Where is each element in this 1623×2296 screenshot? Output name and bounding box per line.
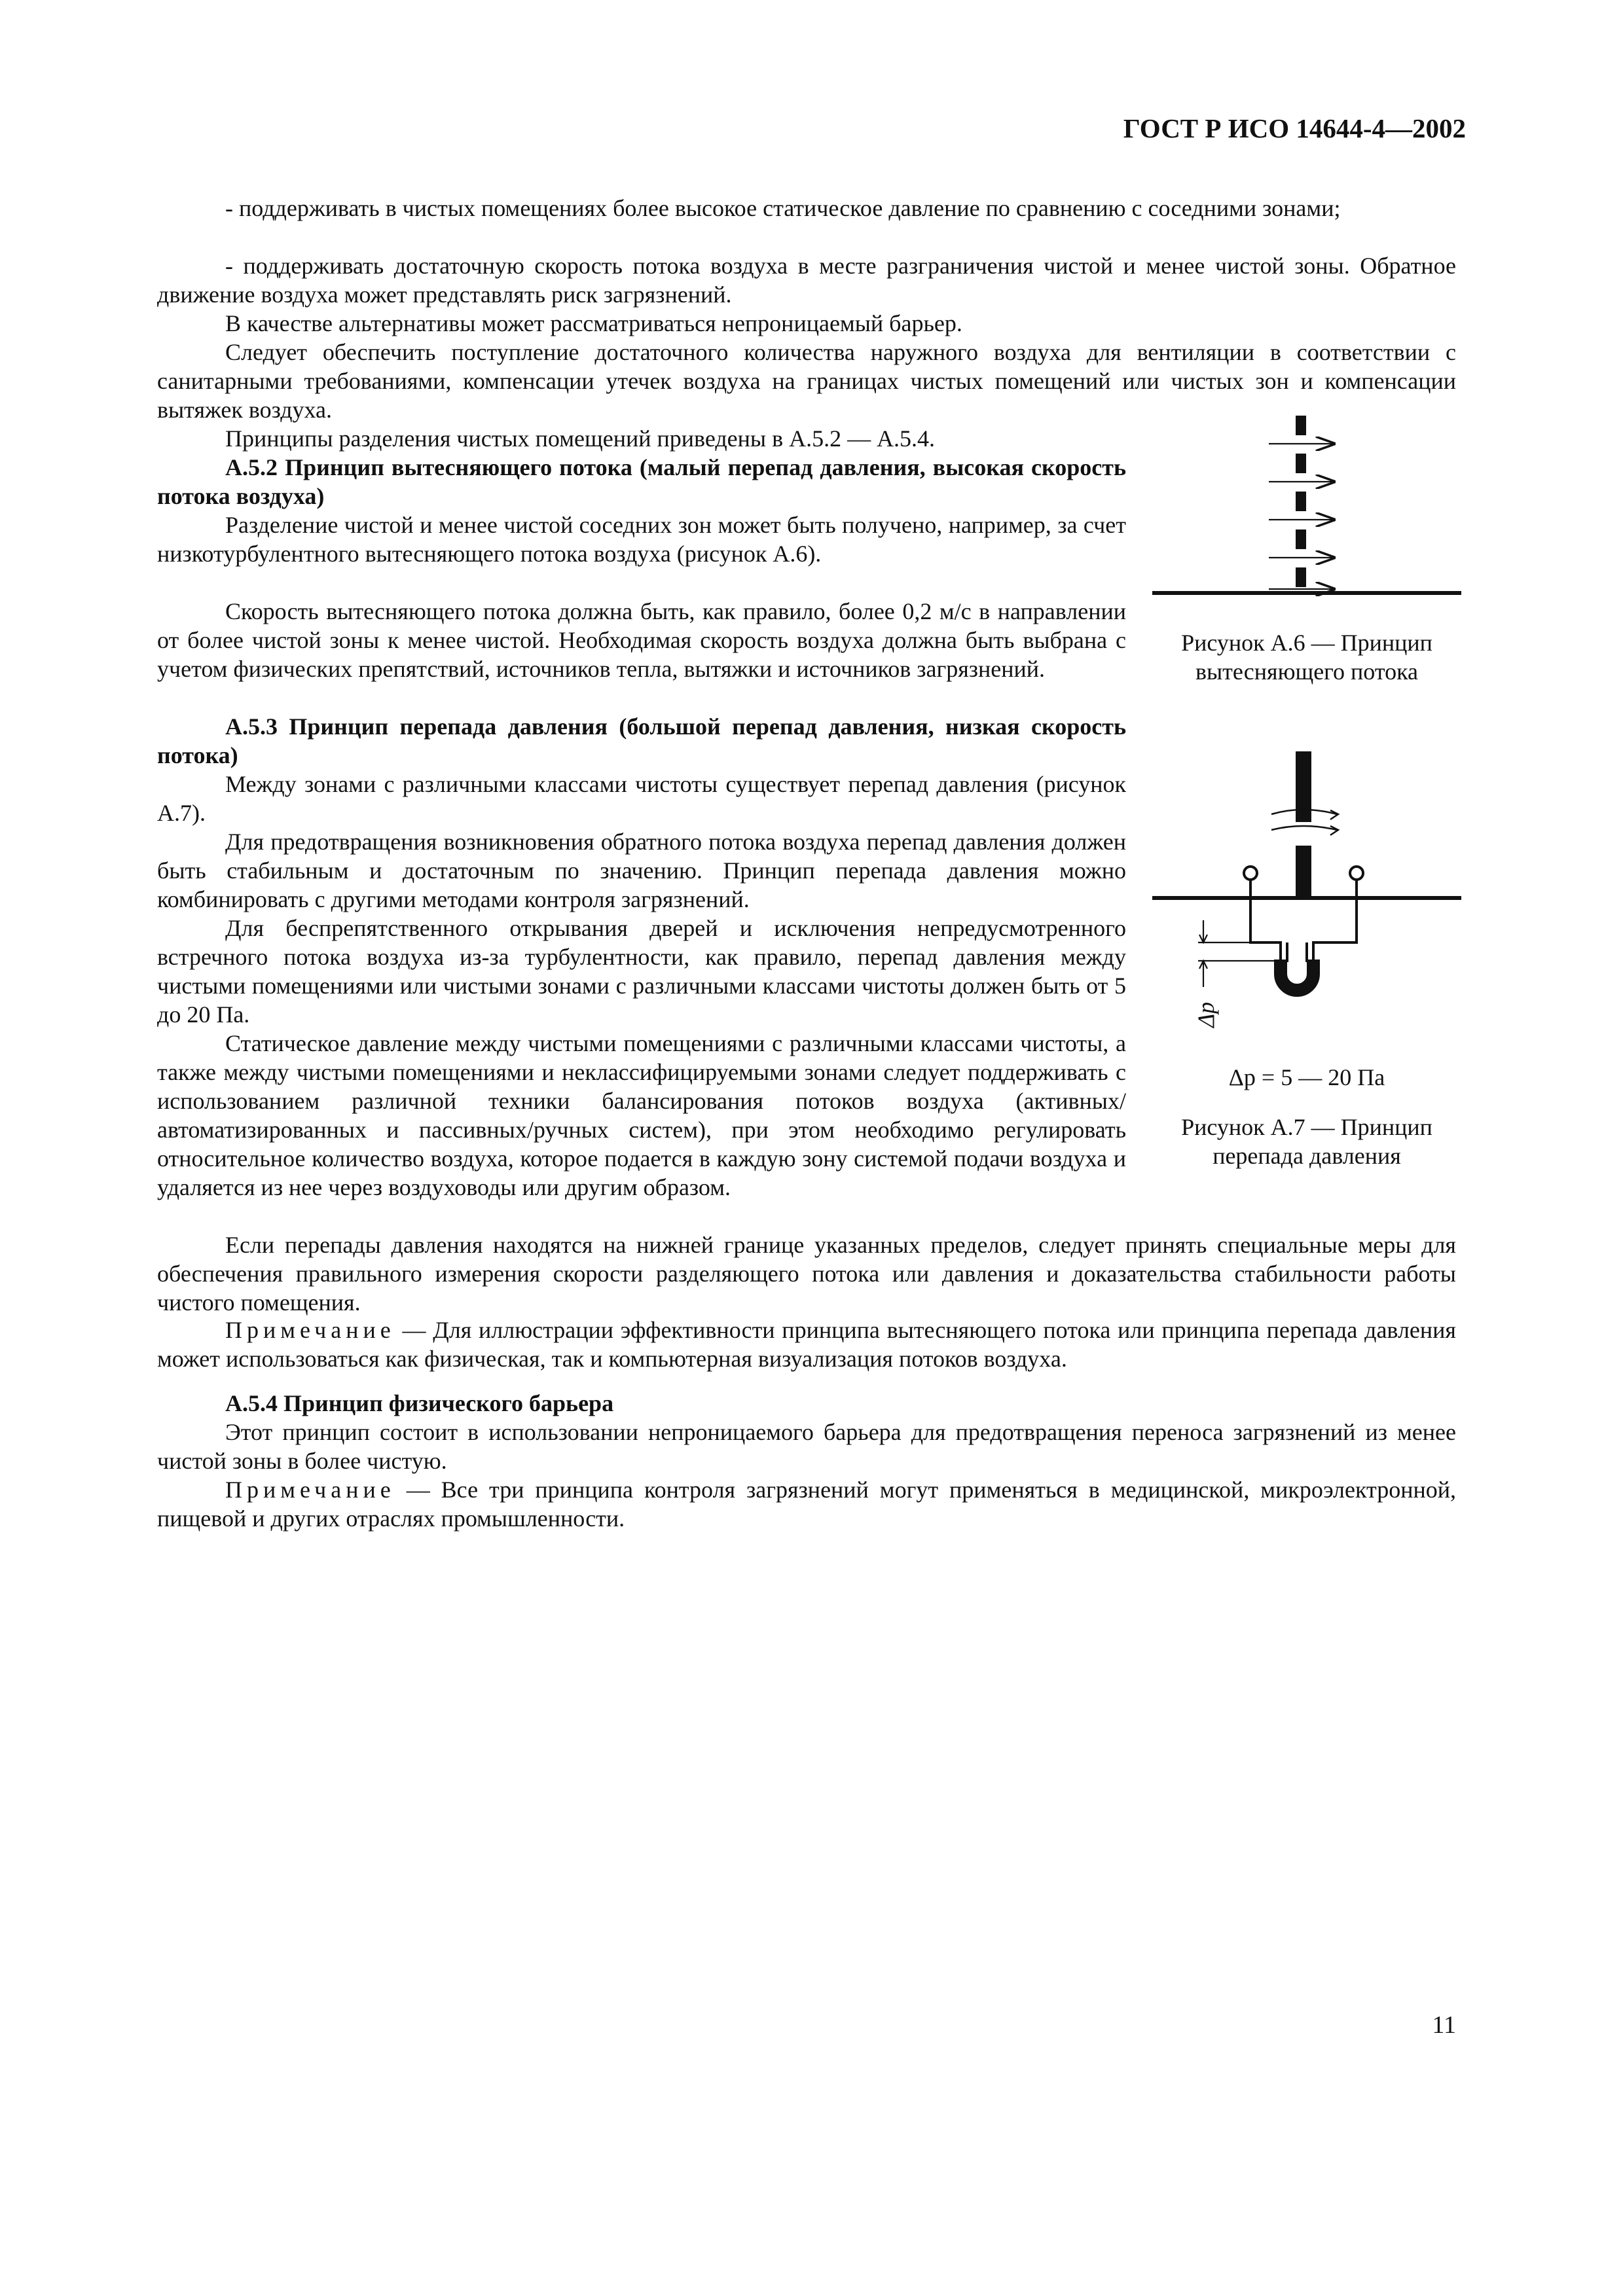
barrier-top <box>1296 751 1311 822</box>
note-text: — Для иллюстрации эффективности принципа вытесняющего потока или принципа перепада давления может использоваться как физическая, так и компьютерная визуализация потоков воздуха. <box>157 1317 1456 1372</box>
paragraph-outside-air: Следует обеспечить поступление достаточного количества наружного воздуха для вентиляции в соответствии с санитарными требованиями, компенсации утечек воздуха на границах чистых помещений или чистых зон и компенсации вытяжек воздуха. <box>157 339 1456 423</box>
paragraph-a53-3: Для беспрепятственного открывания дверей и исключения непредусмотренного встречного потока воздуха из-за турбулентности, как правило, перепад давления между чистыми помещениями или чистыми зонами с различными классами чистоты должен быть от 5 до 20 Па. <box>157 915 1126 1028</box>
paragraph-flow-velocity: - поддерживать достаточную скорость потока воздуха в месте разграничения чистой и менее чистой зоны. Обратное движение воздуха может представлять риск загрязнений. <box>157 253 1456 308</box>
note-visualization <box>157 1316 1456 1373</box>
paragraph-principles-ref: Принципы разделения чистых помещений приведены в А.5.2 — А.5.4. <box>225 425 936 452</box>
paragraph-a53-4: Статическое давление между чистыми помещениями с различными классами чистоты, а также между чистыми помещениями и неклассифицируемыми зонами следует поддерживать с использованием различной техники балансирования потоков воздуха (активных/автоматизированных и пассивных/ручных систем), при этом необходимо регулировать относительное количество воздуха, которое подается в каждую зону системой подачи воздуха и удаляется из нее через воздуховоды или другим образом. <box>157 1030 1126 1200</box>
paragraph-a53-5: Если перепады давления находятся на нижней границе указанных пределов, следует принять специальные меры для обеспечения правильного измерения скорости разделяющего потока или давления и доказательства стабильности работы чистого помещения. <box>157 1232 1456 1316</box>
figure-a7-diagram <box>1152 751 1467 1052</box>
note-industries <box>157 1475 1456 1533</box>
note-text: — Все три принципа контроля загрязнений могут применяться в медицинской, микроэлектронной, пищевой и других отраслях промышленности. <box>157 1477 1456 1532</box>
manometer-u-tube <box>1281 960 1313 990</box>
figure-a6-caption: Рисунок А.6 — Принцип вытесняющего потока <box>1181 630 1432 685</box>
page-number: 11 <box>1432 2011 1456 2039</box>
paragraph-a53-1: Между зонами с различными классами чистоты существует перепад давления (рисунок А.7). <box>157 771 1126 826</box>
paragraph-a52-2: Скорость вытесняющего потока должна быть, как правило, более 0,2 м/с в направлении от более чистой зоны к менее чистой. Необходимая скорость воздуха должна быть выбрана с учетом физических препятствий, источников тепла, вытяжки и источников загрязнений. <box>157 598 1126 682</box>
delta-p-axis-label: Δp <box>1193 1001 1219 1028</box>
paragraph-static-pressure: - поддерживать в чистых помещениях более высокое статическое давление по сравнению с соседними зонами; <box>225 195 1341 221</box>
paragraph-barrier-alternative: В качестве альтернативы может рассматриваться непроницаемый барьер. <box>225 310 962 336</box>
paragraph-a53-2: Для предотвращения возникновения обратного потока воздуха перепад давления должен быть стабильным и достаточным по значению. Принцип перепада давления можно комбинировать с другими методами контроля загрязнений. <box>157 829 1126 912</box>
paragraph-a52-1: Разделение чистой и менее чистой соседних зон может быть получено, например, за счет низкотурбулентного вытесняющего потока воздуха (рисунок А.6). <box>157 512 1126 567</box>
document-header: ГОСТ Р ИСО 14644-4—2002 <box>1123 113 1466 143</box>
note-label: Примечание <box>225 1477 395 1503</box>
section-heading-a53: А.5.3 Принцип перепада давления (большой перепад давления, низкая скорость потока) <box>157 713 1126 768</box>
barrier-segments <box>1296 416 1306 587</box>
paragraph-a54-1: Этот принцип состоит в использовании непроницаемого барьера для предотвращения переноса загрязнений из менее чистой зоны в более чистую. <box>157 1419 1456 1474</box>
figure-a6-diagram <box>1152 412 1467 602</box>
figure-a7-formula: Δp = 5 — 20 Па <box>1228 1064 1385 1090</box>
dimension-lines <box>1198 920 1281 987</box>
barrier-bottom <box>1296 846 1311 898</box>
note-label: Примечание <box>225 1317 395 1343</box>
figure-a7-caption: Рисунок А.7 — Принцип перепада давления <box>1181 1114 1432 1169</box>
section-heading-a54: А.5.4 Принцип физического барьера <box>225 1390 614 1416</box>
section-heading-a52: А.5.2 Принцип вытесняющего потока (малый перепад давления, высокая скорость потока воздуха) <box>157 454 1126 509</box>
